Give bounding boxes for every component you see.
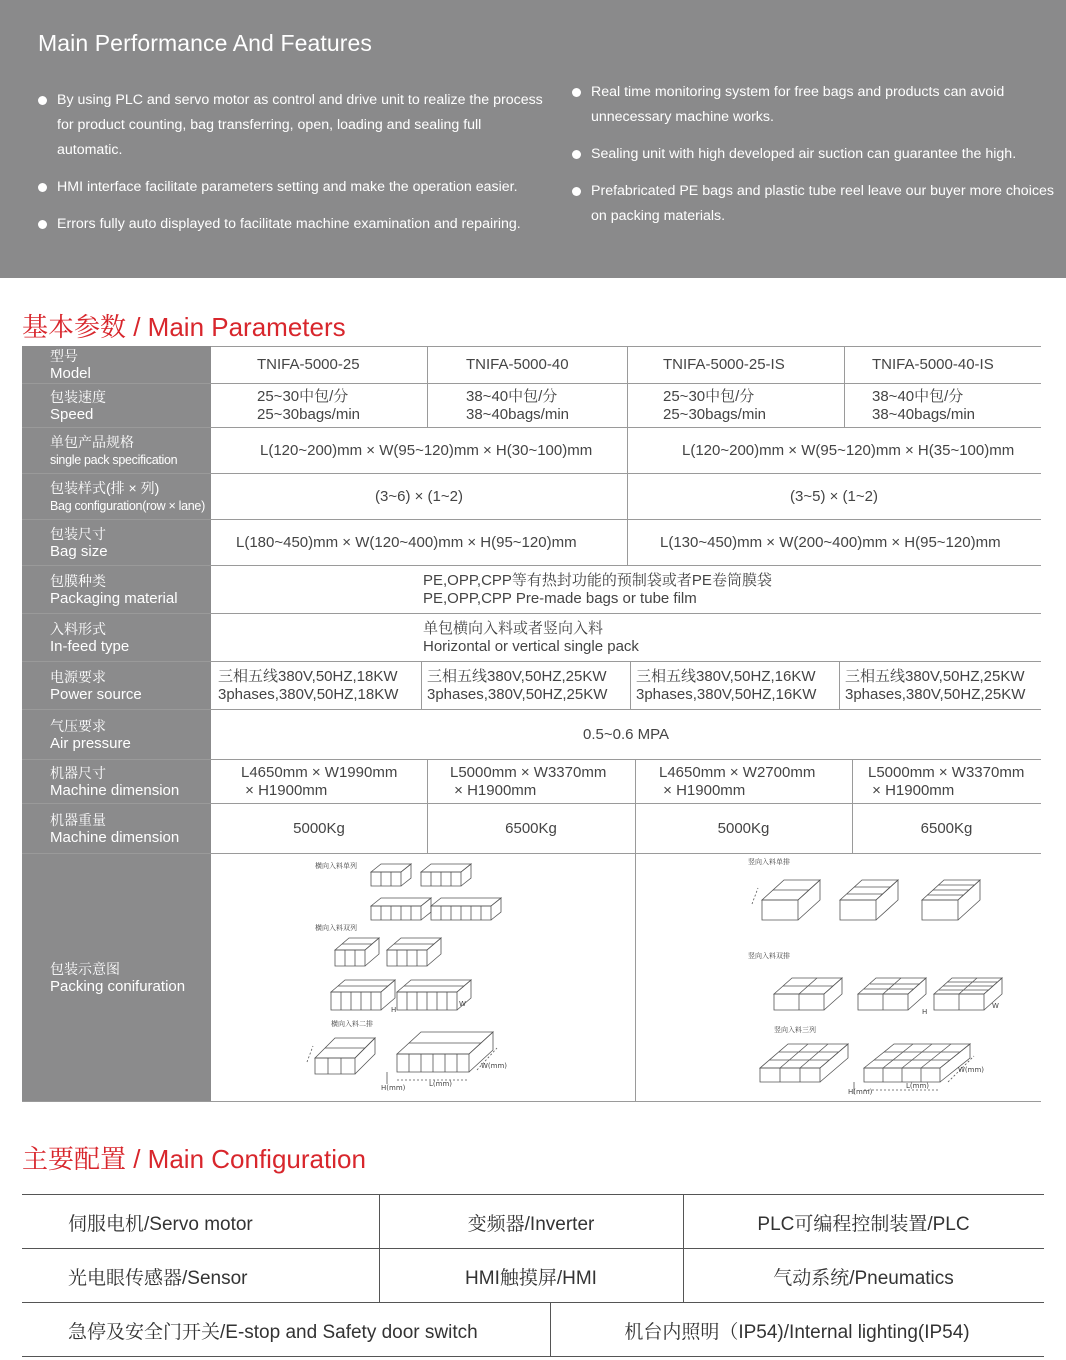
row-machine-weight: [22, 804, 1041, 854]
divider: [630, 662, 631, 709]
pack-block-icon: [760, 1044, 848, 1082]
bag-config-cell: (3~6) × (1~2): [375, 487, 463, 505]
config-row: [22, 1248, 1044, 1302]
row-bag-size: [22, 520, 1041, 566]
power-cell: 三相五线380V,50HZ,25KW 3phases,380V,50HZ,25KW: [845, 667, 1026, 703]
bag-size-cell: L(130~450)mm × W(200~400)mm × H(95~120)mm: [660, 533, 1001, 551]
vertical-infeed-diagram: [636, 854, 1041, 1101]
dimension-label: H(mm): [381, 1084, 406, 1092]
features-left-column: [38, 88, 548, 249]
diagram-caption: 竖向入料三列: [774, 1026, 816, 1034]
dimension-label: L(mm): [906, 1082, 929, 1090]
diagram-caption: 竖向入料双排: [748, 952, 790, 960]
weight-cell: 5000Kg: [293, 819, 345, 837]
row-machine-dimension: [22, 760, 1041, 804]
row-label: 入料形式 In-feed type: [22, 614, 211, 661]
config-cell: 光电眼传感器/Sensor: [68, 1267, 248, 1289]
row-infeed: [22, 614, 1041, 662]
bullet-icon: [38, 96, 47, 105]
dimension-cell: L5000mm × W3370mm × H1900mm: [450, 763, 607, 799]
divider: [627, 384, 628, 427]
pack-block-icon: [431, 898, 501, 920]
row-power: [22, 662, 1041, 710]
pack-block-icon: [387, 938, 441, 966]
weight-cell: 6500Kg: [920, 819, 973, 837]
pack-block-icon: [331, 980, 395, 1010]
row-label: 机器尺寸 Machine dimension: [22, 760, 211, 803]
divider: [844, 346, 845, 383]
feature-item: Sealing unit with high developed air suction can guarantee the high.: [572, 142, 1056, 167]
air-pressure-cell: 0.5~0.6 MPA: [582, 725, 670, 743]
divider: [421, 662, 422, 709]
model-cell: TNIFA-5000-25-IS: [663, 355, 785, 373]
bullet-icon: [38, 220, 47, 229]
row-label: 单包产品规格 single pack specification: [22, 428, 211, 473]
model-cell: TNIFA-5000-25: [257, 355, 360, 373]
features-title: Main Performance And Features: [38, 30, 373, 56]
row-label: 包装样式(排 × 列) Bag configuration(row × lane): [22, 474, 211, 519]
model-cell: TNIFA-5000-40: [466, 355, 569, 373]
row-model: [22, 346, 1041, 384]
diagram-caption: 竖向入料单排: [748, 858, 790, 866]
bullet-icon: [572, 88, 581, 97]
bullet-icon: [38, 183, 47, 192]
row-label: 包装速度 Speed: [22, 384, 211, 427]
horizontal-infeed-diagram-svg: [211, 854, 635, 1102]
row-label: 机器重量 Machine dimension: [22, 804, 211, 853]
row-label: 电源要求 Power source: [22, 662, 211, 709]
pack-block-icon: [387, 1032, 497, 1084]
diagram-caption: 横向入料单列: [315, 862, 357, 870]
parameters-title: 基本参数 / Main Parameters: [22, 312, 346, 342]
material-cell: PE,OPP,CPP等有热封功能的预制袋或者PE卷筒膜袋 PE,OPP,CPP Pre-made bags or tube film: [423, 571, 772, 607]
dimension-label: L(mm): [429, 1080, 452, 1088]
pack-block-icon: [752, 880, 820, 920]
power-cell: 三相五线380V,50HZ,16KW 3phases,380V,50HZ,16KW: [636, 667, 817, 703]
divider: [852, 760, 853, 803]
divider: [427, 384, 428, 427]
divider: [844, 384, 845, 427]
infeed-cell: 单包横向入料或者竖向入料 Horizontal or vertical single pack: [423, 619, 639, 655]
config-cell: 气动系统/Pneumatics: [773, 1267, 954, 1289]
diagram-caption: 横向入料双列: [315, 924, 357, 932]
row-air-pressure: [22, 710, 1041, 760]
config-cell: 变频器/Inverter: [467, 1213, 595, 1235]
pack-block-icon: [858, 978, 926, 1010]
row-label: 气压要求 Air pressure: [22, 710, 211, 759]
row-speed: [22, 384, 1041, 428]
speed-cell: 38~40中包/分 38~40bags/min: [466, 387, 569, 423]
feature-item: Errors fully auto displayed to facilitate machine examination and repairing.: [38, 212, 548, 237]
features-right-column: [572, 80, 1056, 241]
divider: [839, 662, 840, 709]
feature-item: By using PLC and servo motor as control and drive unit to realize the process for product counting, bag transferring, open, loading and sealing full automatic.: [38, 88, 548, 163]
weight-cell: 5000Kg: [717, 819, 770, 837]
pack-block-icon: [840, 880, 898, 920]
bullet-icon: [572, 150, 581, 159]
weight-cell: 6500Kg: [505, 819, 557, 837]
configuration-title: 主要配置 / Main Configuration: [22, 1144, 366, 1174]
pack-block-icon: [335, 938, 379, 966]
pack-block-icon: [371, 898, 431, 920]
diagram-caption: 横向入料二排: [331, 1020, 373, 1028]
config-row: [22, 1302, 1044, 1356]
power-cell: 三相五线380V,50HZ,25KW 3phases,380V,50HZ,25KW: [427, 667, 608, 703]
speed-cell: 25~30中包/分 25~30bags/min: [257, 387, 360, 423]
bullet-icon: [572, 187, 581, 196]
single-pack-cell: L(120~200)mm × W(95~120)mm × H(35~100)mm: [682, 441, 1015, 459]
dimension-label: W: [459, 1000, 466, 1008]
config-cell: 急停及安全门开关/E-stop and Safety door switch: [68, 1321, 478, 1343]
feature-item: HMI interface facilitate parameters setting and make the operation easier.: [38, 175, 548, 200]
dimension-cell: L5000mm × W3370mm × H1900mm: [868, 763, 1025, 799]
dimension-label: W(mm): [958, 1066, 985, 1074]
pack-block-icon: [774, 978, 842, 1010]
power-cell: 三相五线380V,50HZ,18KW 3phases,380V,50HZ,18KW: [218, 667, 399, 703]
divider: [427, 760, 428, 803]
pack-block-icon: [922, 880, 980, 920]
model-cell: TNIFA-5000-40-IS: [872, 355, 994, 373]
row-label: 型号 Model: [22, 346, 211, 383]
divider: [627, 520, 628, 565]
dimension-label: H: [922, 1008, 928, 1016]
row-bag-config: [22, 474, 1041, 520]
row-single-pack: [22, 428, 1041, 474]
dimension-cell: L4650mm × W1990mm × H1900mm: [241, 763, 398, 799]
row-label: 包装示意图 Packing conifuration: [22, 854, 211, 1101]
config-cell: HMI触摸屏/HMI: [465, 1267, 597, 1289]
config-cell: PLC可编程控制装置/PLC: [757, 1213, 970, 1235]
row-packaging-material: [22, 566, 1041, 614]
feature-item: Prefabricated PE bags and plastic tube reel leave our buyer more choices on packing materials.: [572, 179, 1056, 229]
pack-block-icon: [421, 864, 471, 886]
dimension-label: H: [391, 1006, 397, 1014]
speed-cell: 25~30中包/分 25~30bags/min: [663, 387, 766, 423]
config-cell: 伺服电机/Servo motor: [68, 1213, 253, 1235]
row-label: 包膜种类 Packaging material: [22, 566, 211, 613]
pack-block-icon: [371, 864, 411, 886]
divider: [635, 760, 636, 803]
features-banner: [0, 0, 1066, 278]
row-packing-configuration: [22, 854, 1041, 1102]
pack-block-icon: [307, 1038, 375, 1074]
divider: [627, 428, 628, 473]
divider: [427, 346, 428, 383]
speed-cell: 38~40中包/分 38~40bags/min: [872, 387, 975, 423]
dimension-cell: L4650mm × W2700mm × H1900mm: [659, 763, 816, 799]
horizontal-infeed-diagram: [211, 854, 635, 1101]
table-bottom-border: [22, 1356, 1044, 1357]
dimension-label: W(mm): [481, 1062, 508, 1070]
vertical-infeed-diagram-svg: [636, 854, 1041, 1102]
config-cell: 机台内照明（IP54)/Internal lighting(IP54): [624, 1321, 970, 1343]
bag-size-cell: L(180~450)mm × W(120~400)mm × H(95~120)mm: [236, 533, 577, 551]
bag-config-cell: (3~5) × (1~2): [790, 487, 878, 505]
divider: [627, 346, 628, 383]
single-pack-cell: L(120~200)mm × W(95~120)mm × H(30~100)mm: [260, 441, 593, 459]
config-row: [22, 1194, 1044, 1248]
dimension-label: H(mm): [848, 1088, 873, 1096]
feature-item: Real time monitoring system for free bags and products can avoid unnecessary machine works.: [572, 80, 1056, 130]
row-label: 包装尺寸 Bag size: [22, 520, 211, 565]
dimension-label: W: [992, 1002, 999, 1010]
